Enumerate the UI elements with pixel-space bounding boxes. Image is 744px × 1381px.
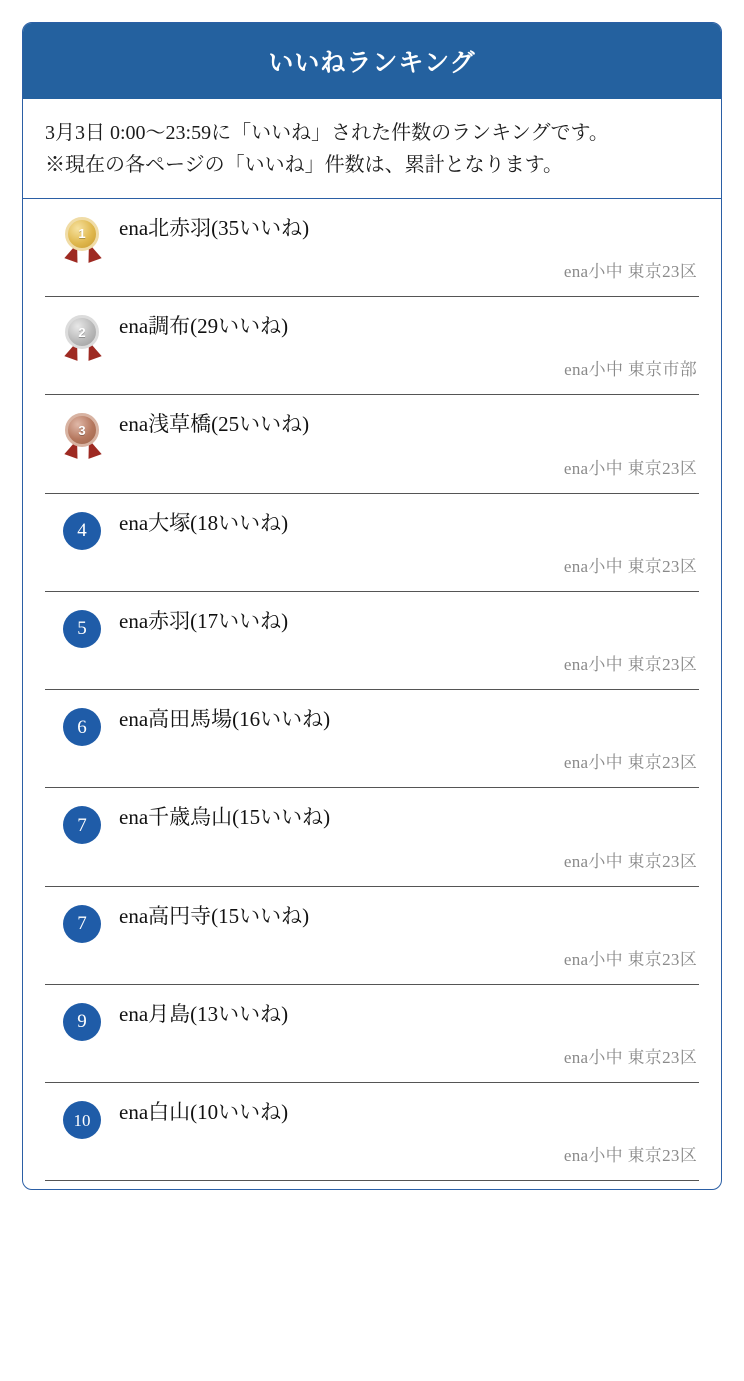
ranking-list	[23, 199, 721, 1190]
list-item[interactable]	[45, 494, 699, 592]
rank-number-circle	[63, 905, 101, 943]
entry-title[interactable]: ena月島(13いいね)	[119, 1001, 289, 1026]
entry-title[interactable]: ena千歳烏山(15いいね)	[119, 805, 331, 830]
bronze-medal-icon	[62, 413, 102, 461]
rank-badge-cell	[45, 411, 119, 461]
rank-badge-cell	[45, 804, 119, 844]
list-item[interactable]	[45, 985, 699, 1083]
entry-cell	[119, 1001, 699, 1068]
entry-title[interactable]: ena白山(10いいね)	[119, 1100, 289, 1125]
entry-cell	[119, 510, 699, 577]
ranking-description	[23, 99, 721, 199]
rank-badge-cell	[45, 215, 119, 265]
list-item[interactable]	[45, 788, 699, 886]
rank-number: 3	[65, 413, 99, 447]
rank-number: 9	[77, 1011, 87, 1033]
entry-meta: ena小中 東京23区	[563, 949, 697, 969]
rank-number-circle	[63, 1101, 101, 1139]
rank-badge-cell	[45, 608, 119, 648]
rank-number: 7	[77, 913, 87, 935]
silver-medal-icon	[62, 315, 102, 363]
list-item[interactable]	[45, 592, 699, 690]
rank-badge-cell	[45, 706, 119, 746]
entry-title[interactable]: ena北赤羽(35いいね)	[119, 215, 310, 240]
entry-meta: ena小中 東京23区	[563, 262, 697, 282]
list-item[interactable]	[45, 199, 699, 297]
entry-cell	[119, 804, 699, 871]
entry-meta: ena小中 東京23区	[563, 1048, 697, 1068]
entry-meta: ena小中 東京市部	[564, 360, 697, 380]
rank-badge-cell	[45, 510, 119, 550]
rank-number-circle	[63, 512, 101, 550]
rank-number-circle	[63, 610, 101, 648]
gold-medal-icon	[62, 217, 102, 265]
entry-meta: ena小中 東京23区	[563, 556, 697, 576]
entry-cell	[119, 215, 699, 282]
ranking-card	[22, 22, 722, 1190]
list-item[interactable]	[45, 1083, 699, 1181]
entry-cell	[119, 411, 699, 478]
entry-meta: ena小中 東京23区	[563, 458, 697, 478]
rank-badge-cell	[45, 1001, 119, 1041]
entry-title[interactable]: ena赤羽(17いいね)	[119, 608, 289, 633]
entry-meta: ena小中 東京23区	[563, 1146, 697, 1166]
list-item[interactable]	[45, 690, 699, 788]
page-title: いいねランキング	[23, 23, 721, 99]
description-line-1: 3月3日 0:00〜23:59に「いいね」された件数のランキングです。	[45, 122, 609, 144]
rank-number: 7	[77, 814, 87, 836]
entry-title[interactable]: ena調布(29いいね)	[119, 314, 289, 339]
rank-number: 2	[65, 315, 99, 349]
entry-title[interactable]: ena浅草橋(25いいね)	[119, 412, 310, 437]
rank-number: 4	[77, 520, 87, 542]
entry-cell	[119, 1099, 699, 1166]
description-line-2: ※現在の各ページの「いいね」件数は、累計となります。	[45, 154, 563, 177]
rank-number: 1	[65, 217, 99, 251]
list-item[interactable]	[45, 297, 699, 395]
list-item[interactable]	[45, 395, 699, 493]
entry-meta: ena小中 東京23区	[563, 851, 697, 871]
entry-title[interactable]: ena高田馬場(16いいね)	[119, 707, 331, 732]
rank-number-circle	[63, 806, 101, 844]
rank-number: 10	[73, 1110, 91, 1130]
entry-title[interactable]: ena大塚(18いいね)	[119, 510, 289, 535]
rank-badge-cell	[45, 313, 119, 363]
entry-cell	[119, 608, 699, 675]
rank-badge-cell	[45, 1099, 119, 1139]
entry-meta: ena小中 東京23区	[563, 655, 697, 675]
entry-meta: ena小中 東京23区	[563, 753, 697, 773]
rank-number-circle	[63, 708, 101, 746]
rank-number: 5	[77, 618, 87, 640]
entry-cell	[119, 903, 699, 970]
list-item[interactable]	[45, 887, 699, 985]
rank-badge-cell	[45, 903, 119, 943]
entry-cell	[119, 706, 699, 773]
entry-cell	[119, 313, 699, 380]
rank-number-circle	[63, 1003, 101, 1041]
entry-title[interactable]: ena高円寺(15いいね)	[119, 903, 310, 928]
rank-number: 6	[77, 716, 87, 738]
